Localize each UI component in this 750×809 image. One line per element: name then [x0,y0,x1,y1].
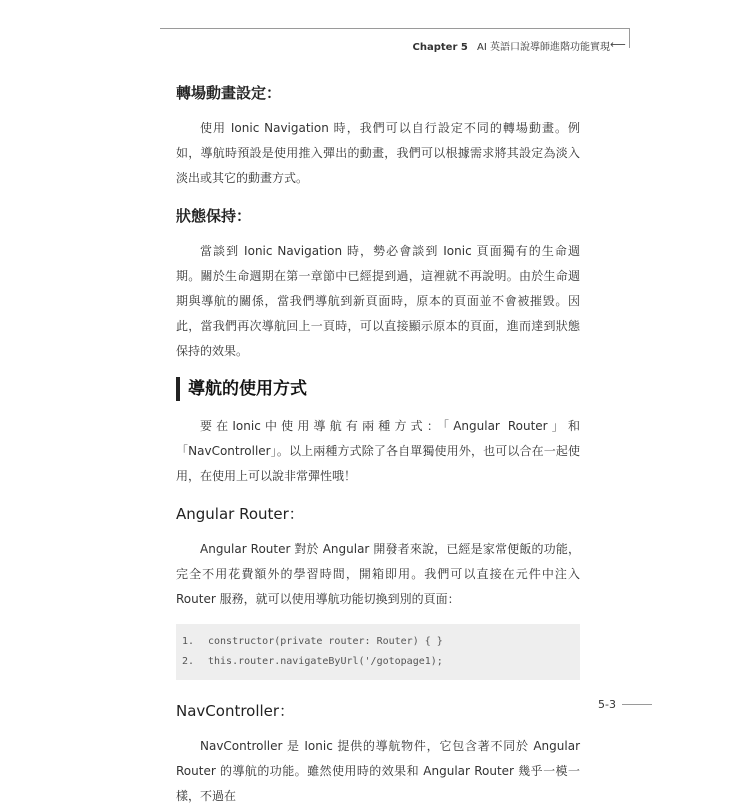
header-rule [160,28,630,29]
page-number: 5-3 [598,698,616,711]
paragraph-angular-router: Angular Router 對於 Angular 開發者來說，已經是家常便飯的功能，完全不用花費額外的學習時間，開箱即用。我們可以直接在元件中注入Router 服務，就可以使用導航功能切換到別的頁面： [176,542,580,606]
section-heading-usage-text: 導航的使用方式 [188,379,307,399]
heading-transition: 轉場動畫設定： [176,84,282,102]
page-content [176,82,580,809]
paragraph-usage: 要在Ionic中使用導航有兩種方式：「Angular Router」和「NavController」。以上兩種方式除了各自單獨使用外，也可以合在一起使用，在使用上可以說非常彈性哦！ [176,419,580,483]
code-line-text: constructor(private router: Router) { } [208,636,443,647]
code-line-number: 1. [182,636,195,647]
header-rule-tick [629,28,630,48]
heading-navcontroller: NavController： [176,702,295,720]
paragraph-transition: 使用 Ionic Navigation 時，我們可以自行設定不同的轉場動畫。例如，導航時預設是使用推入彈出的動畫，我們可以根據需求將其設定為淡入淡出或其它的動畫方式。 [176,121,580,185]
running-header [413,38,610,53]
paragraph-state: 當談到 Ionic Navigation 時，勢必會談到 Ionic 頁面獨有的生命週期。關於生命週期在第一章節中已經提到過，這裡就不再說明。由於生命週期與導航的關係，當我們導航到新頁面時，原本的頁面並不會被摧毀。因此，當我們再次導航回上一頁時，可以直接顯示原本的頁面，進而達到狀態保持的效果。 [176,244,580,358]
code-line-number: 2. [182,656,195,667]
chapter-title: AI 英語口說導師進階功能實現 [477,42,610,53]
code-block [176,624,580,680]
chapter-label: Chapter 5 [412,42,468,53]
heading-angular-router: Angular Router： [176,505,304,523]
arrow-left-icon: ⟵ [610,38,626,51]
paragraph-navcontroller: NavController 是 Ionic 提供的導航物件，它包含著不同於 Angular Router 的導航的功能。雖然使用時的效果和 Angular Router 幾乎一模一樣，不過在 [176,739,580,803]
code-line [182,632,580,652]
section-heading-usage [176,376,580,402]
code-line-text: this.router.navigateByUrl('/gotopage1); [208,656,443,667]
heading-state: 狀態保持： [176,207,252,225]
heading-bar [176,377,180,401]
code-line [182,652,580,672]
footer-rule [622,704,652,705]
